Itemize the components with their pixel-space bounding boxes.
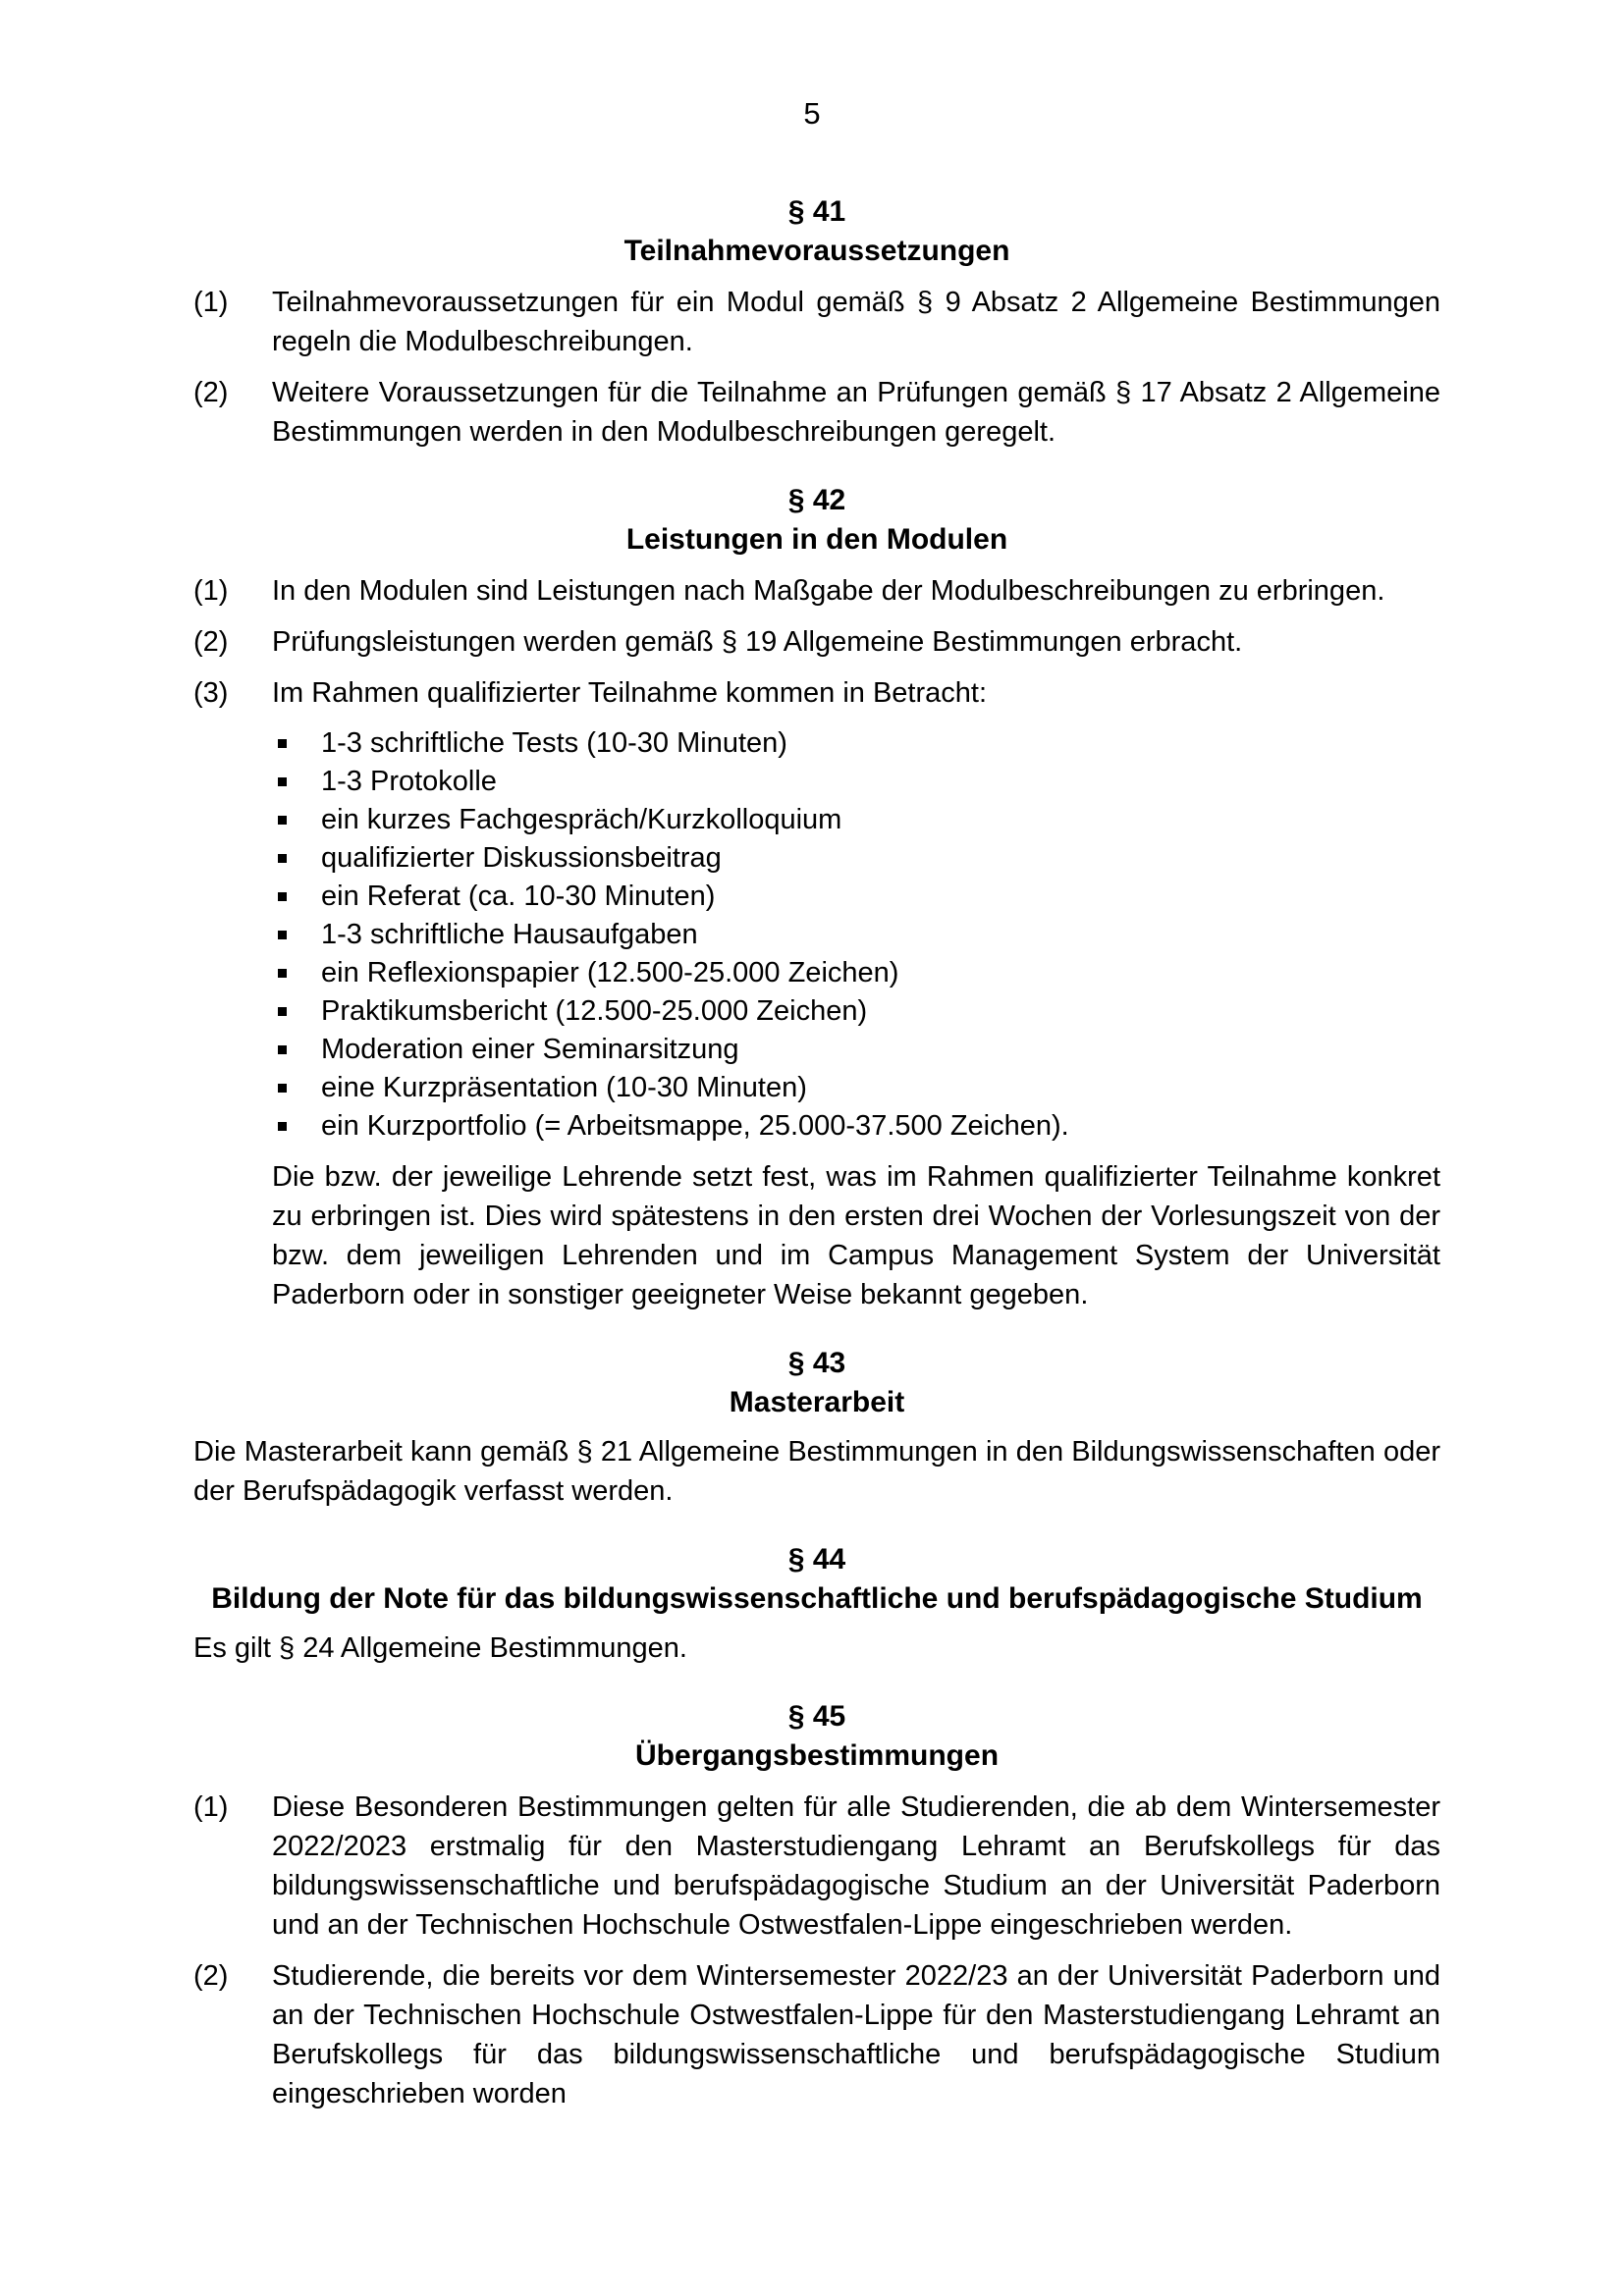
paragraph-number: (1)	[193, 287, 229, 318]
section-title: Leistungen in den Modulen	[625, 523, 1008, 556]
paragraph	[193, 673, 1440, 713]
paragraph-text: Weitere Voraussetzungen für die Teilnahme an Prüfungen gemäß § 17 Absatz 2 Allgemeine Bestimmungen werden in den Modulbeschreibungen geregelt.	[272, 377, 1440, 448]
section-42-heading	[193, 481, 1440, 560]
paragraph-number: (2)	[193, 377, 229, 408]
paragraph-number: (1)	[193, 1791, 229, 1823]
list-item: 1-3 schriftliche Tests (10-30 Minuten)	[272, 724, 1440, 763]
document-body	[193, 192, 1440, 2113]
section-43-heading	[193, 1344, 1440, 1422]
list-item: ein kurzes Fachgespräch/Kurzkolloquium	[272, 801, 1440, 839]
qualified-participation-note: Die bzw. der jeweilige Lehrende setzt fest, was im Rahmen qualifizierter Teilnahme konkret zu erbringen ist. Dies wird spätestens in den ersten drei Wochen der Vorlesungszeit von der bzw. dem jeweiligen Lehrenden und im Campus Management System der Universität Paderborn oder in sonstiger geeigneter Weise bekannt gegeben.	[272, 1161, 1440, 1310]
paragraph	[193, 1956, 1440, 2113]
section-45-heading	[193, 1697, 1440, 1776]
section-text: Es gilt § 24 Allgemeine Bestimmungen.	[193, 1632, 687, 1664]
list-item: Moderation einer Seminarsitzung	[272, 1031, 1440, 1069]
list-item: 1-3 schriftliche Hausaufgaben	[272, 916, 1440, 954]
page-number: 5	[803, 96, 821, 131]
section-41-heading	[193, 192, 1440, 271]
list-item: qualifizierter Diskussionsbeitrag	[272, 839, 1440, 878]
paragraph	[193, 1788, 1440, 1945]
list-item: 1-3 Protokolle	[272, 763, 1440, 801]
paragraph	[193, 283, 1440, 361]
section-title: Masterarbeit	[729, 1386, 905, 1418]
paragraph-text: Teilnahmevoraussetzungen für ein Modul gemäß § 9 Absatz 2 Allgemeine Bestimmungen regeln die Modulbeschreibungen.	[272, 287, 1440, 357]
paragraph-number: (3)	[193, 677, 229, 709]
paragraph	[193, 622, 1440, 662]
paragraph-number: (1)	[193, 575, 229, 607]
list-item: ein Referat (ca. 10-30 Minuten)	[272, 878, 1440, 916]
section-text: Die Masterarbeit kann gemäß § 21 Allgemeine Bestimmungen in den Bildungswissenschaften oder der Berufspädagogik verfasst werden.	[193, 1436, 1440, 1507]
section-number: § 41	[787, 195, 846, 228]
section-number: § 43	[787, 1347, 846, 1379]
paragraph	[193, 373, 1440, 452]
paragraph-text: Prüfungsleistungen werden gemäß § 19 Allgemeine Bestimmungen erbracht.	[272, 626, 1243, 658]
section-title: Übergangsbestimmungen	[634, 1739, 1000, 1772]
paragraph-text: Studierende, die bereits vor dem Wintersemester 2022/23 an der Universität Paderborn und an der Technischen Hochschule Ostwestfalen-Lippe für den Masterstudiengang Lehramt an Berufskollegs für das bildungswissenschaftliche und berufspädagogische Studium eingeschrieben worden	[272, 1960, 1440, 2109]
paragraph	[193, 571, 1440, 611]
paragraph-number: (2)	[193, 626, 229, 658]
bullet-list	[272, 724, 1440, 1146]
list-item: eine Kurzpräsentation (10-30 Minuten)	[272, 1069, 1440, 1107]
paragraph-number: (2)	[193, 1960, 229, 1992]
paragraph-text: Diese Besonderen Bestimmungen gelten für alle Studierenden, die ab dem Wintersemester 2022/2023 erstmalig für den Masterstudiengang Lehramt an Berufskollegs für das bildungswissenschaftliche und berufspädagogische Studium an der Universität Paderborn und an der Technischen Hochschule Ostwestfalen-Lippe eingeschrieben werden.	[272, 1791, 1440, 1941]
list-item: Praktikumsbericht (12.500-25.000 Zeichen)	[272, 992, 1440, 1031]
section-number: § 42	[787, 484, 846, 516]
section-number: § 45	[787, 1700, 846, 1733]
paragraph-text: In den Modulen sind Leistungen nach Maßgabe der Modulbeschreibungen zu erbringen.	[272, 575, 1385, 607]
list-item: ein Reflexionspapier (12.500-25.000 Zeichen)	[272, 954, 1440, 992]
section-title: Bildung der Note für das bildungswissenschaftliche und berufspädagogische Studium	[211, 1582, 1423, 1615]
section-44-heading	[193, 1540, 1440, 1619]
paragraph-text: Im Rahmen qualifizierter Teilnahme kommen in Betracht:	[272, 677, 988, 709]
list-item: ein Kurzportfolio (= Arbeitsmappe, 25.000-37.500 Zeichen).	[272, 1107, 1440, 1146]
section-number: § 44	[787, 1543, 846, 1575]
section-title: Teilnahmevoraussetzungen	[623, 235, 1010, 267]
